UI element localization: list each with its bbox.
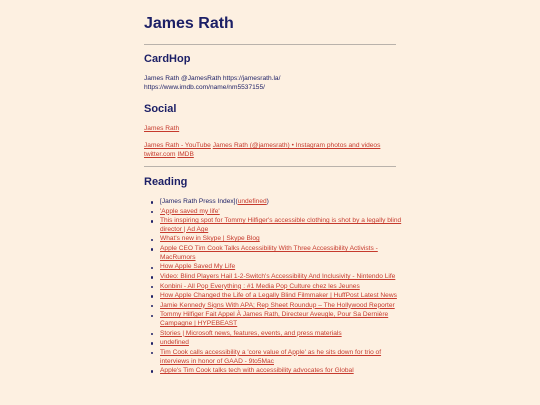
reading-item-link[interactable]: undefined [160, 339, 189, 347]
reading-item [160, 349, 412, 366]
reading-item-link[interactable]: How Apple Changed the Life of a Legally Blind Filmmaker | HuffPost Latest News [160, 292, 397, 300]
reading-item-link[interactable]: Apple's Tim Cook talks tech with accessibility advocates for Global [160, 367, 354, 375]
reading-item [160, 273, 412, 282]
reading-item-link[interactable]: What's new in Skype | Skype Blog [160, 235, 260, 243]
reading-item-link[interactable]: How Apple Saved My Life [160, 263, 236, 271]
reading-item [160, 292, 412, 301]
divider [144, 44, 396, 45]
reading-item [160, 245, 412, 262]
cardhop-line-2: https://www.imdb.com/name/nm5537155/ [144, 83, 265, 91]
reading-item-link[interactable]: Tim Cook calls accessibility a 'core value of Apple' as he sits down for trio of interviews in honor of GAAD - 9to5Mac [160, 348, 382, 365]
reading-item [160, 235, 412, 244]
social-links [144, 142, 396, 159]
reading-item [160, 302, 412, 311]
reading-list [144, 198, 412, 377]
cardhop-line-1: James Rath @JamesRath https://jamesrath.la/ [144, 75, 281, 82]
reading-item [160, 198, 412, 207]
reading-item [160, 339, 412, 348]
reading-item-link[interactable]: 'Apple saved my life' [160, 207, 220, 215]
page-title: James Rath [144, 15, 234, 32]
cardhop-heading: CardHop [144, 53, 191, 65]
social-link-instagram[interactable]: James Rath (@jamesrath) • Instagram photos and videos [212, 142, 381, 149]
reading-heading: Reading [144, 176, 188, 188]
social-link-imdb[interactable]: IMDB [177, 150, 194, 158]
divider [144, 166, 396, 167]
reading-item-link[interactable]: undefined [237, 198, 267, 205]
social-primary [144, 125, 396, 134]
reading-item [160, 330, 412, 339]
reading-item [160, 367, 412, 376]
reading-item [160, 283, 412, 292]
reading-item-prefix: [James Rath Press Index]( [160, 198, 238, 205]
social-heading: Social [144, 103, 177, 115]
reading-item-suffix: ) [266, 198, 269, 205]
reading-item-link[interactable]: Jamie Kennedy Signs With APA; Rep Sheet Roundup – The Hollywood Reporter [160, 301, 395, 309]
reading-item [160, 311, 412, 328]
social-link-twitter[interactable]: twitter.com [144, 150, 176, 158]
social-link-youtube[interactable]: James Rath - YouTube [144, 142, 211, 149]
reading-item-link[interactable]: Konbini - All Pop Everything : #1 Media Pop Culture chez les Jeunes [160, 282, 360, 290]
social-link-james-rath[interactable]: James Rath [144, 125, 180, 132]
reading-item [160, 217, 412, 234]
reading-item-link[interactable]: Tommy Hilfiger Fait Appel À James Rath, Directeur Aveugle, Pour Sa Dernière Campagne | HYPEBEAST [160, 311, 389, 328]
reading-item-link[interactable]: Video: Blind Players Hail 1-2-Switch's Accessibility And Inclusivity - Nintendo Life [160, 272, 396, 280]
reading-item-link[interactable]: This inspiring spot for Tommy Hilfiger's accessible clothing is shot by a legally blind director | Ad Age [160, 217, 402, 233]
reading-item [160, 208, 412, 217]
reading-item-link[interactable]: Stories | Microsoft news, features, events, and press materials [160, 329, 342, 337]
cardhop-info [144, 75, 396, 92]
reading-item-link[interactable]: Apple CEO Tim Cook Talks Accessibility With Three Accessibility Activists - MacRumors [160, 245, 378, 261]
reading-item [160, 263, 412, 272]
